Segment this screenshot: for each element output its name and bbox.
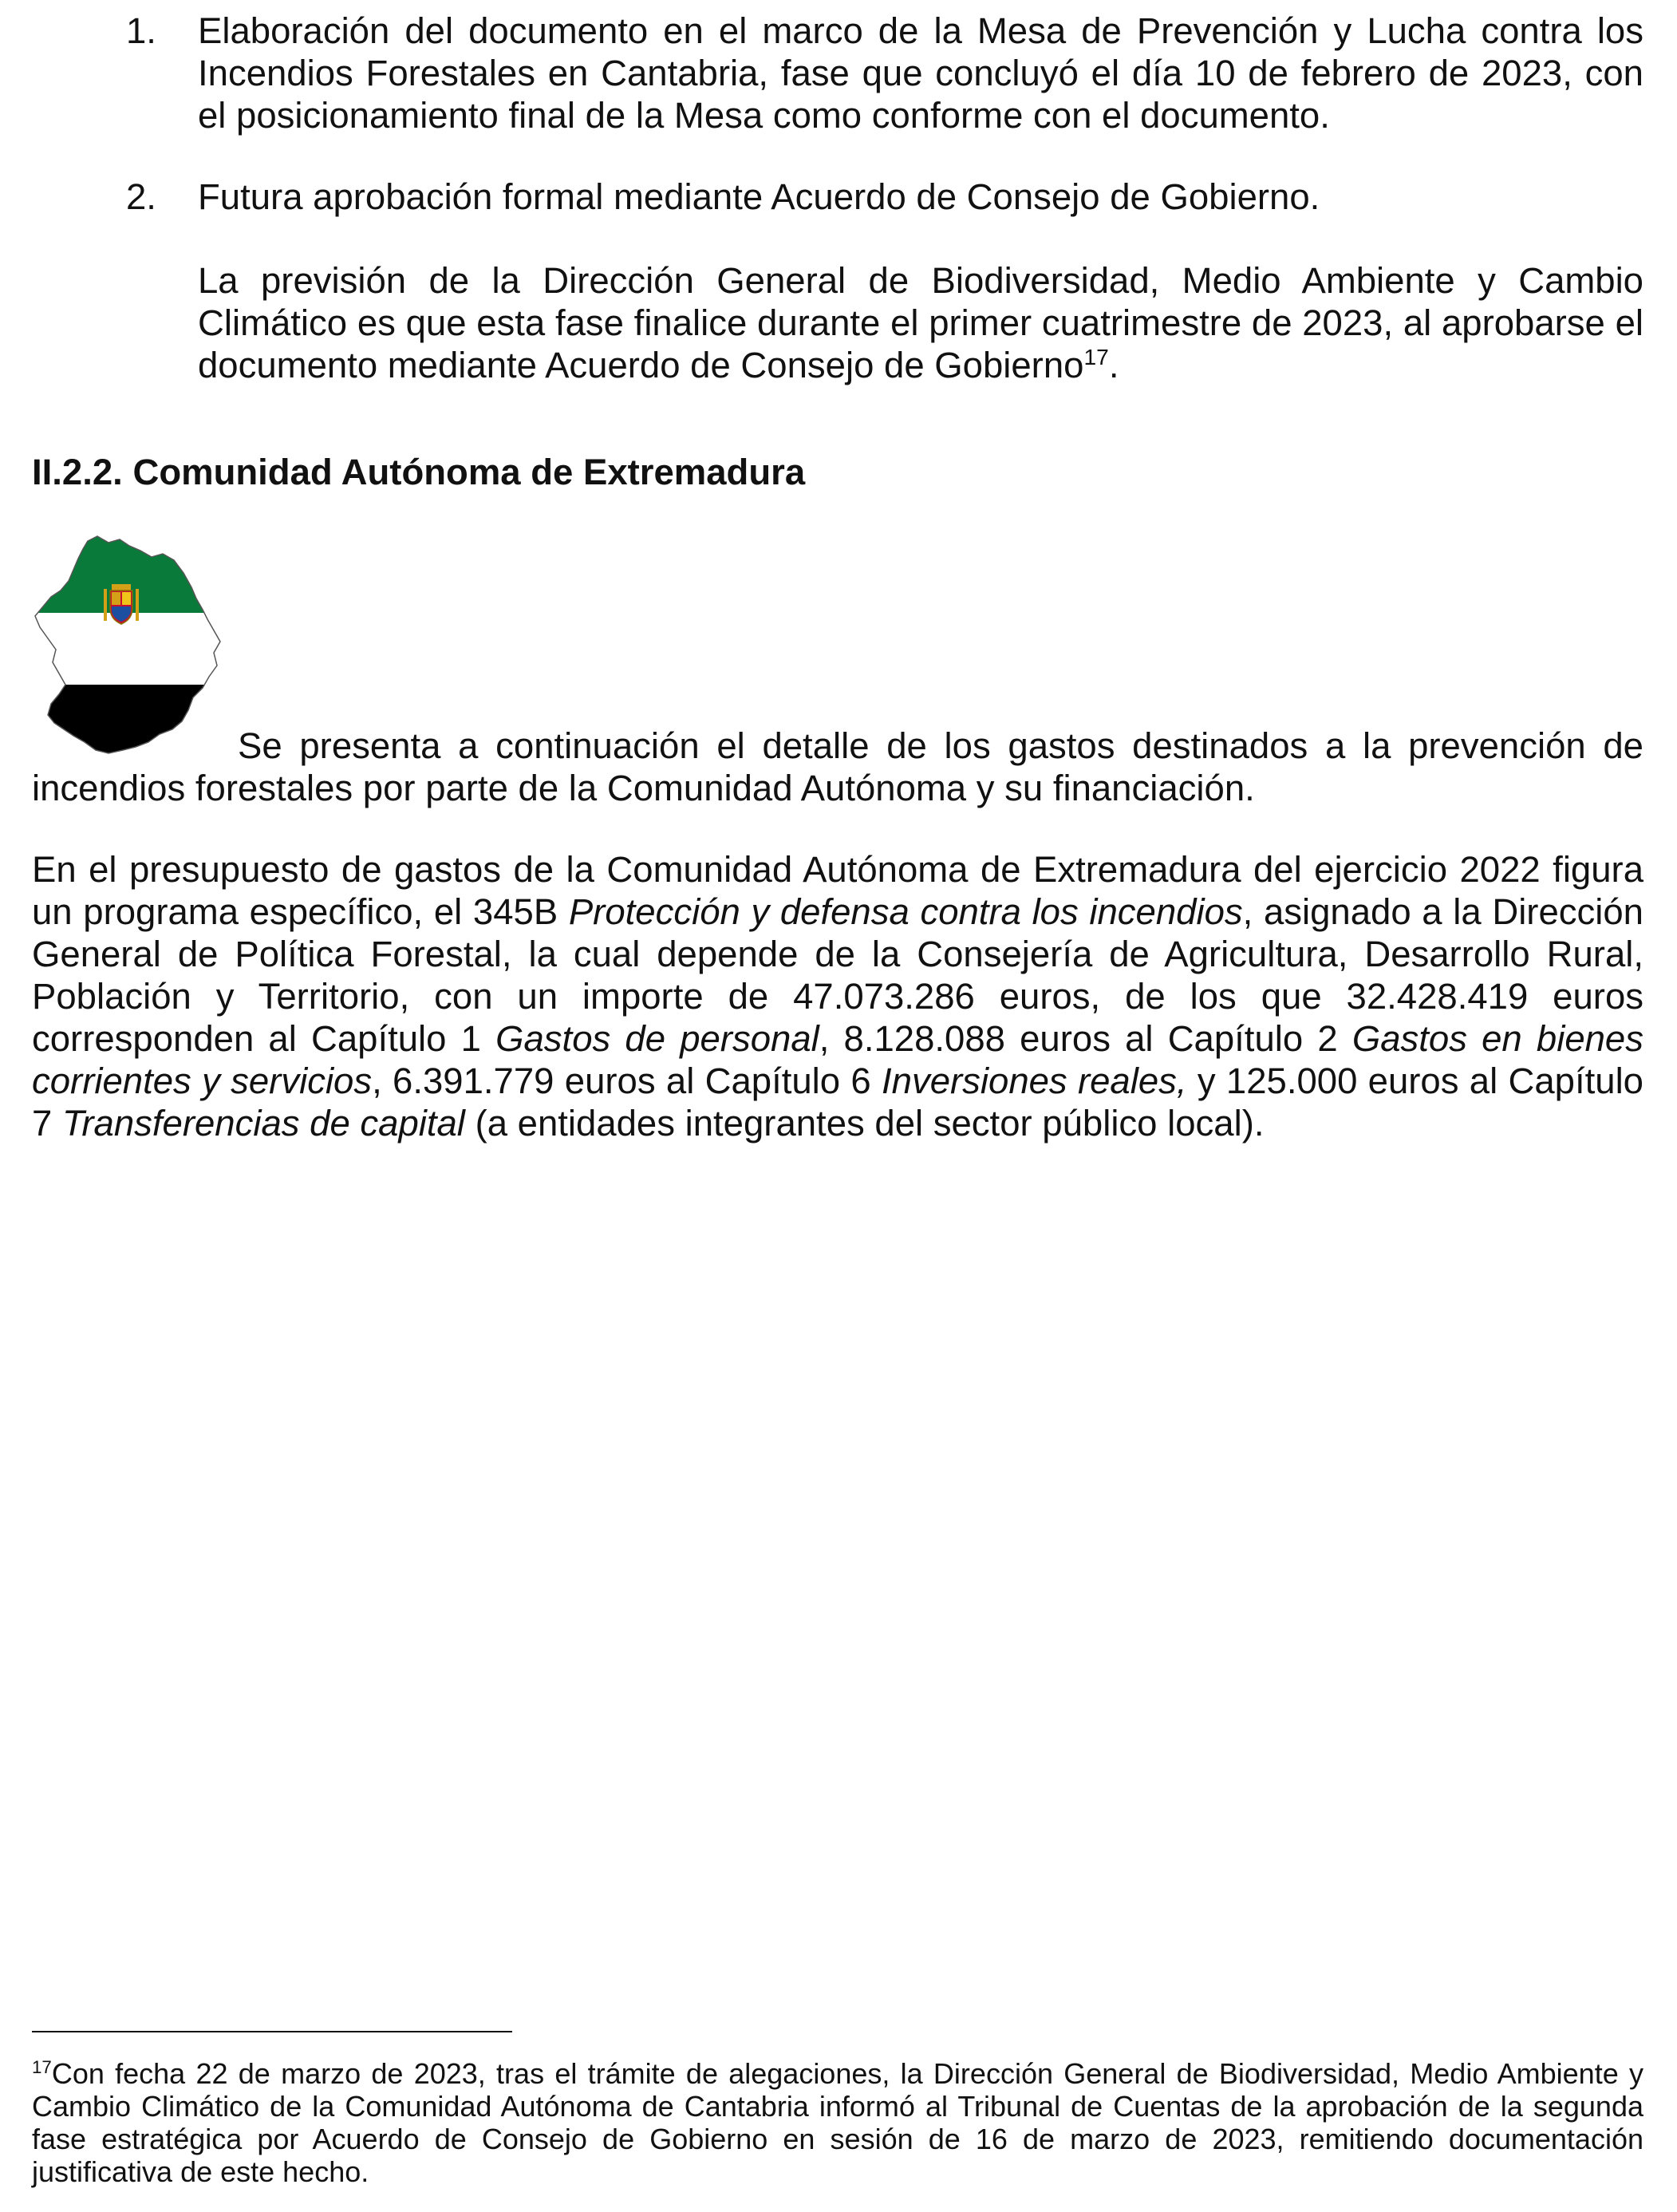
list-number: 2. — [126, 176, 156, 217]
chapter-6-name: Inversiones reales, — [882, 1061, 1187, 1101]
extremadura-flag-map-image — [32, 533, 223, 756]
footnote: $^{17}$Con fecha 22 de marzo de 2023, tras el trámite de alegaciones, la Dirección General de Biodiversidad, Medio Ambiente y Cambio Climático de la Comunidad Autónoma de Cantabria informó al Tribunal de Cuentas de la aprobación de la segunda fase estratégica por Acuerdo de Consejo de Gobierno en sesión de 16 de marzo de 2023, remitiendo documentación justificativa de este hecho. — [32, 2057, 1643, 2188]
intro-paragraph: Se presenta a continuación el detalle de los gastos destinados a la prevención de incendios forestales por parte de la Comunidad Autónoma y su financiación. — [32, 725, 1643, 808]
footnote-number: 17 — [32, 2057, 52, 2077]
chapter-1-name: Gastos de personal — [495, 1018, 819, 1059]
flag-white-band — [32, 613, 223, 685]
program-name: Protección y defensa contra los incendios — [568, 891, 1243, 932]
budget-paragraph: En el presupuesto de gastos de la Comunidad Autónoma de Extremadura del ejercicio 2022 figura un programa específico, el 345B Protección y defensa contra los incendios, asignado a la Dirección General de Política Forestal, la cual depende de la Consejería de Agricultura, Desarrollo Rural, Población y Territorio, con un importe de 47.073.286 euros, de los que 32.428.419 euros corresponden al Capítulo 1 Gastos de personal, 8.128.088 euros al Capítulo 2 Gastos en bienes corrientes y servicios, 6.391.779 euros al Capítulo 6 Inversiones reales, y 125.000 euros al Capítulo 7 Transferencias de capital (a entidades integrantes del sector público local). — [32, 849, 1643, 1144]
footnote-divider — [32, 2031, 512, 2032]
list-continuation: La previsión de la Dirección General de Biodiversidad, Medio Ambiente y Cambio Climático es que esta fase finalice durante el primer cuatrimestre de 2023, al aprobarse el documento mediante Acuerdo de Consejo de Gobierno$^{17}$. — [198, 260, 1643, 385]
list-text: Futura aprobación formal mediante Acuerdo de Consejo de Gobierno. — [198, 176, 1320, 217]
footnote-ref[interactable]: 17 — [1083, 343, 1109, 369]
list-number: 1. — [126, 10, 156, 51]
section-title: II.2.2. Comunidad Autónoma de Extremadura — [32, 452, 806, 492]
chapter-7-name: Transferencias de capital — [61, 1103, 465, 1144]
list-text: Elaboración del documento en el marco de la Mesa de Prevención y Lucha contra los Incendios Forestales en Cantabria, fase que concluyó el día 10 de febrero de 2023, con el posicionamiento final de la Mesa como conforme con el documento. — [198, 10, 1643, 136]
chapter-2-name: Gastos en bienes corrientes y servicios — [32, 1018, 1643, 1101]
